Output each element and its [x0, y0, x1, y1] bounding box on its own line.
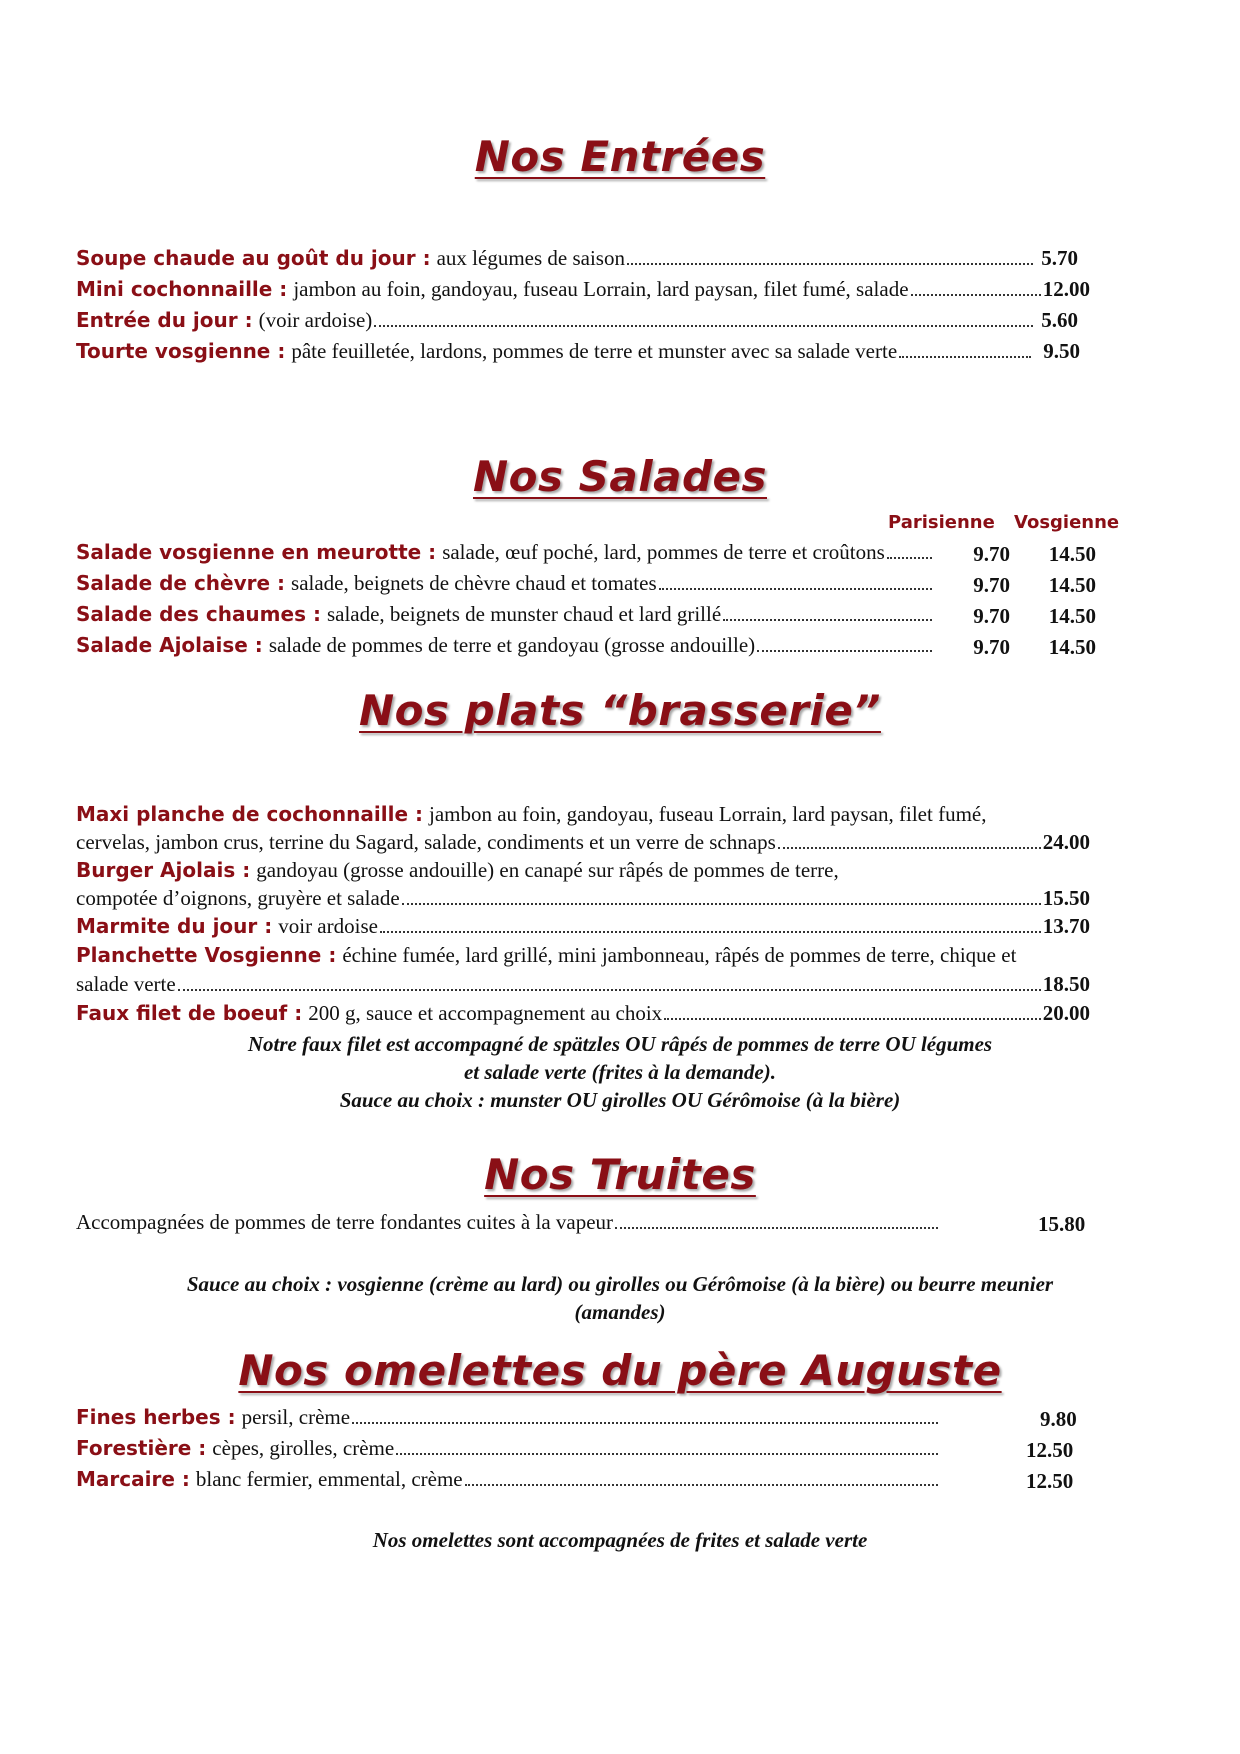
item-description: cèpes, girolles, crème [212, 1436, 395, 1460]
item-description: (voir ardoise) [258, 308, 373, 332]
item-price: 24.00 [1042, 830, 1090, 854]
item-description: salade de pommes de terre et gandoyau (grosse andouille) [268, 633, 756, 657]
menu-item [76, 308, 1090, 338]
omelettes-note: Nos omelettes sont accompagnées de frites et salade verte [372, 1528, 868, 1552]
menu-item [76, 540, 934, 570]
item-name: Faux filet de boeuf : [76, 1001, 303, 1025]
leader-dots [465, 1468, 938, 1486]
leader-dots [396, 1437, 938, 1455]
leader-dots [402, 887, 1041, 905]
menu-item [76, 571, 934, 601]
column-header-vosgienne: Vosgienne [1014, 512, 1120, 533]
item-description: salade verte [76, 972, 176, 996]
item-price: 20.00 [1042, 1001, 1090, 1025]
menu-item [76, 277, 1090, 307]
leader-dots [778, 831, 1041, 849]
item-description: compotée d’oignons, gruyère et salade [76, 886, 400, 910]
price-parisienne: 9.70 [973, 635, 1010, 659]
leader-dots [374, 309, 1033, 327]
item-name: Salade vosgienne en meurotte : [76, 540, 437, 564]
leader-dots [615, 1211, 938, 1229]
item-name: Planchette Vosgienne : [76, 943, 337, 967]
item-description: voir ardoise [278, 914, 378, 938]
price-parisienne: 9.70 [973, 542, 1010, 566]
menu-item [76, 1467, 940, 1497]
item-description: salade, œuf poché, lard, pommes de terre et croûtons [442, 540, 885, 564]
section-title-entrees: Nos Entrées [474, 132, 766, 181]
item-description: échine fumée, lard grillé, mini jambonneau, râpés de pommes de terre, chique et [342, 943, 1017, 967]
menu-item [76, 1436, 940, 1466]
item-name: Marmite du jour : [76, 914, 273, 938]
item-description: gandoyau (grosse andouille) en canapé sur râpés de pommes de terre, [256, 858, 839, 882]
price-vosgienne: 14.50 [1048, 573, 1096, 597]
item-price: 13.70 [1042, 914, 1090, 938]
menu-item [76, 1210, 940, 1240]
item-price: 12.00 [1042, 277, 1090, 301]
item-name: Mini cochonnaille : [76, 277, 288, 301]
item-description: persil, crème [241, 1405, 351, 1429]
brasserie-note-line3: Sauce au choix : munster OU girolles OU Gérômoise (à la bière) [339, 1088, 901, 1112]
item-name: Salade de chèvre : [76, 571, 286, 595]
item-price: 9.80 [1040, 1407, 1077, 1431]
price-parisienne: 9.70 [973, 604, 1010, 628]
menu-item-line1 [76, 802, 1090, 832]
item-description: salade, beignets de chèvre chaud et tomates [291, 571, 657, 595]
price-vosgienne: 14.50 [1048, 542, 1096, 566]
brasserie-note-line2: et salade verte (frites à la demande). [463, 1060, 776, 1084]
item-name: Burger Ajolais : [76, 858, 251, 882]
brasserie-note-line1: Notre faux filet est accompagné de spätzles OU râpés de pommes de terre OU légumes [247, 1032, 993, 1056]
menu-item-line1 [76, 943, 1090, 973]
leader-dots [380, 915, 1041, 933]
item-name: Fines herbes : [76, 1405, 236, 1429]
menu-item-line2 [76, 886, 1090, 916]
menu-item-line2 [76, 830, 1090, 860]
menu-item [76, 339, 1090, 369]
section-title-truites: Nos Truites [484, 1150, 756, 1199]
leader-dots [757, 634, 932, 652]
leader-dots [178, 973, 1041, 991]
item-name: Forestière : [76, 1436, 207, 1460]
section-title-brasserie: Nos plats “brasserie” [359, 686, 881, 735]
column-header-parisienne: Parisienne [888, 512, 995, 533]
item-name: Salade Ajolaise : [76, 633, 263, 657]
item-description: cervelas, jambon crus, terrine du Sagard, salade, condiments et un verre de schnaps [76, 830, 776, 854]
menu-item [76, 914, 1090, 944]
menu-item [76, 1405, 940, 1435]
item-description: jambon au foin, gandoyau, fuseau Lorrain, lard paysan, filet fumé, salade [293, 277, 909, 301]
truites-note-line1: Sauce au choix : vosgienne (crème au lard) ou girolles ou Gérômoise (à la bière) ou beurre meunier [186, 1272, 1054, 1296]
leader-dots [664, 1002, 1041, 1020]
menu-item [76, 246, 1090, 276]
menu-item [76, 633, 934, 663]
item-price: 5.70 [1041, 246, 1078, 270]
leader-dots [887, 541, 932, 559]
item-name: Tourte vosgienne : [76, 339, 286, 363]
leader-dots [352, 1406, 938, 1424]
item-description: 200 g, sauce et accompagnement au choix [308, 1001, 663, 1025]
item-name: Marcaire : [76, 1467, 190, 1491]
truites-note-line2: (amandes) [574, 1300, 666, 1324]
price-parisienne: 9.70 [973, 573, 1010, 597]
item-name: Entrée du jour : [76, 308, 253, 332]
menu-item [76, 1001, 1090, 1031]
leader-dots [627, 247, 1033, 265]
menu-item-line2 [76, 972, 1090, 1002]
menu-item [76, 602, 934, 632]
price-vosgienne: 14.50 [1048, 604, 1096, 628]
section-title-omelettes: Nos omelettes du père Auguste [238, 1346, 1002, 1395]
menu-item-line1 [76, 858, 1090, 888]
item-name: Maxi planche de cochonnaille : [76, 802, 423, 826]
item-price: 15.80 [1038, 1212, 1086, 1236]
leader-dots [911, 278, 1041, 296]
leader-dots [723, 603, 932, 621]
item-price: 12.50 [1026, 1438, 1074, 1462]
item-description: pâte feuilletée, lardons, pommes de terre et munster avec sa salade verte [291, 339, 898, 363]
item-description: Accompagnées de pommes de terre fondantes cuites à la vapeur [76, 1210, 614, 1234]
section-title-salades: Nos Salades [472, 452, 767, 501]
item-description: jambon au foin, gandoyau, fuseau Lorrain, lard paysan, filet fumé, [428, 802, 987, 826]
item-price: 15.50 [1042, 886, 1090, 910]
price-vosgienne: 14.50 [1048, 635, 1096, 659]
item-name: Soupe chaude au goût du jour : [76, 246, 431, 270]
item-description: blanc fermier, emmental, crème [195, 1467, 463, 1491]
leader-dots [899, 340, 1031, 358]
item-price: 9.50 [1043, 339, 1080, 363]
item-price: 12.50 [1026, 1469, 1074, 1493]
item-description: aux légumes de saison [436, 246, 625, 270]
item-name: Salade des chaumes : [76, 602, 321, 626]
item-price: 18.50 [1042, 972, 1090, 996]
item-price: 5.60 [1041, 308, 1078, 332]
item-description: salade, beignets de munster chaud et lard grillé [326, 602, 722, 626]
leader-dots [659, 572, 932, 590]
